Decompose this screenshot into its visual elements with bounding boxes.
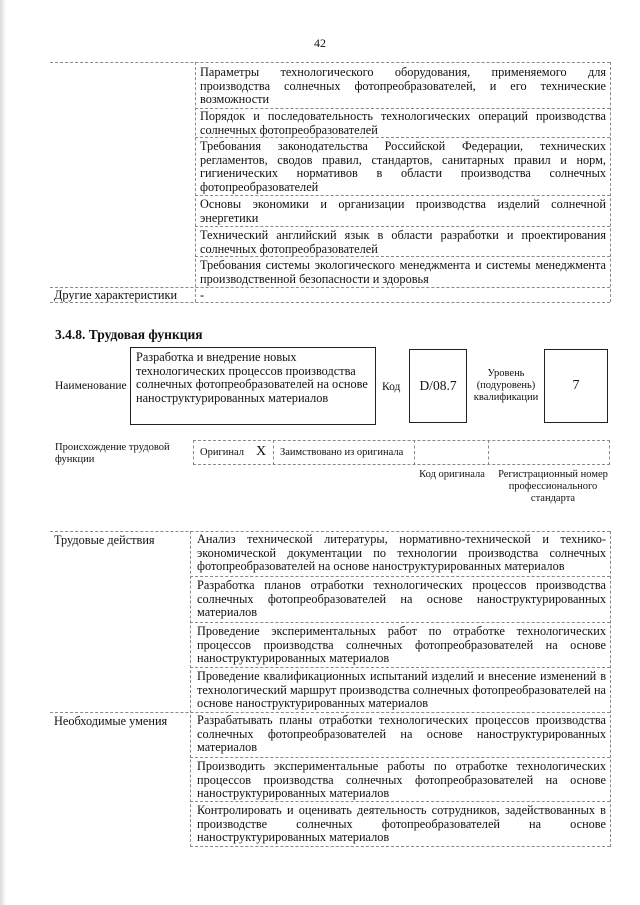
column-divider (414, 440, 415, 465)
row-divider (195, 256, 610, 257)
section-title: 3.4.8. Трудовая функция (55, 327, 203, 342)
scan-edge-shadow (0, 0, 6, 905)
column-divider (190, 531, 191, 847)
column-divider (610, 62, 611, 302)
page-number: 42 (314, 36, 326, 50)
name-label: Наименование (55, 380, 127, 392)
row-divider (50, 62, 610, 63)
labor-action-item: Проведение экспериментальных работ по отработке технологических процессов производства солнечных фотопреобразователей на основе наноструктурированных материалов (197, 624, 606, 665)
skill-item: Производить экспериментальные работы по отработке технологических процессов производства солнечных фотопреобразователей на основе наноструктурированных материалов (197, 759, 606, 800)
required-skills-label: Необходимые умения (54, 714, 168, 728)
knowledge-row: Технический английский язык в области разработки и проектирования солнечных фотопреобразователей (200, 228, 606, 256)
original-mark: X (255, 444, 267, 459)
row-divider (190, 622, 610, 623)
labor-action-item: Разработка планов отработки технологических процессов производства солнечных фотопреобразователей на основе наноструктурированных материалов (197, 578, 606, 619)
other-characteristics-label: Другие характеристики (54, 288, 178, 302)
column-divider (610, 531, 611, 847)
original-label: Оригинал (200, 447, 244, 458)
knowledge-row: Основы экономики и организации производства изделий солнечной энергетики (200, 197, 606, 225)
code-label: Код (382, 381, 401, 393)
level-label: Уровень (подуровень) квалификации (473, 368, 539, 403)
column-divider (488, 440, 489, 465)
row-divider (190, 576, 610, 577)
registration-number-caption: Регистрационный номер профессионального стандарта (498, 469, 608, 504)
knowledge-row: Порядок и последовательность технологических операций производства солнечных фотопреобразователей (200, 109, 606, 137)
knowledge-row: Параметры технологического оборудования, применяемого для производства солнечных фотопреобразователей, и его технические возможности (200, 65, 606, 106)
knowledge-row: Требования законодательства Российской Федерации, технических регламентов, сводов правил, стандартов, санитарных правил и норм, гигиенических нормативов в области производства солнечных фотопреобразователей (200, 139, 606, 194)
knowledge-row: Требования системы экологического менеджмента и системы менеджмента производственной безопасности и здоровья (200, 258, 606, 286)
row-divider (195, 226, 610, 227)
origin-label: Происхождение трудовой функции (55, 442, 170, 465)
level-value-box: 7 (544, 349, 608, 423)
row-divider (195, 195, 610, 196)
labor-action-item: Проведение квалификационных испытаний изделий и внесение изменений в технологический маршрут производства солнечных фотопреобразователей на основе наноструктурированных материалов (197, 669, 606, 710)
code-original-caption: Код оригинала (419, 469, 485, 480)
row-divider (190, 667, 610, 668)
row-divider (195, 137, 610, 138)
labor-actions-label: Трудовые действия (54, 533, 155, 547)
other-characteristics-value: - (200, 288, 205, 302)
skill-item: Разрабатывать планы отработки технологических процессов производства солнечных фотопреобразователей на основе наноструктурированных материалов (197, 713, 606, 754)
column-divider (195, 62, 196, 302)
function-name-box: Разработка и внедрение новых технологических процессов производства солнечных фотопреобразователей на основе наноструктурированных материалов (130, 347, 376, 425)
labor-action-item: Анализ технической литературы, нормативно-технической и технико-экономической документации по технологии производства солнечных фотопреобразователей на основе наноструктурированных материалов (197, 532, 606, 573)
row-divider (190, 801, 610, 802)
row-divider (190, 846, 610, 847)
row-divider (190, 757, 610, 758)
skill-item: Контролировать и оценивать деятельность сотрудников, задействованных в производстве солнечных фотопреобразователей на основе наноструктурированных материалов (197, 803, 606, 844)
column-divider (273, 440, 274, 465)
borrowed-label: Заимствовано из оригинала (280, 447, 404, 458)
row-divider (50, 302, 610, 303)
code-value-box: D/08.7 (409, 349, 467, 423)
